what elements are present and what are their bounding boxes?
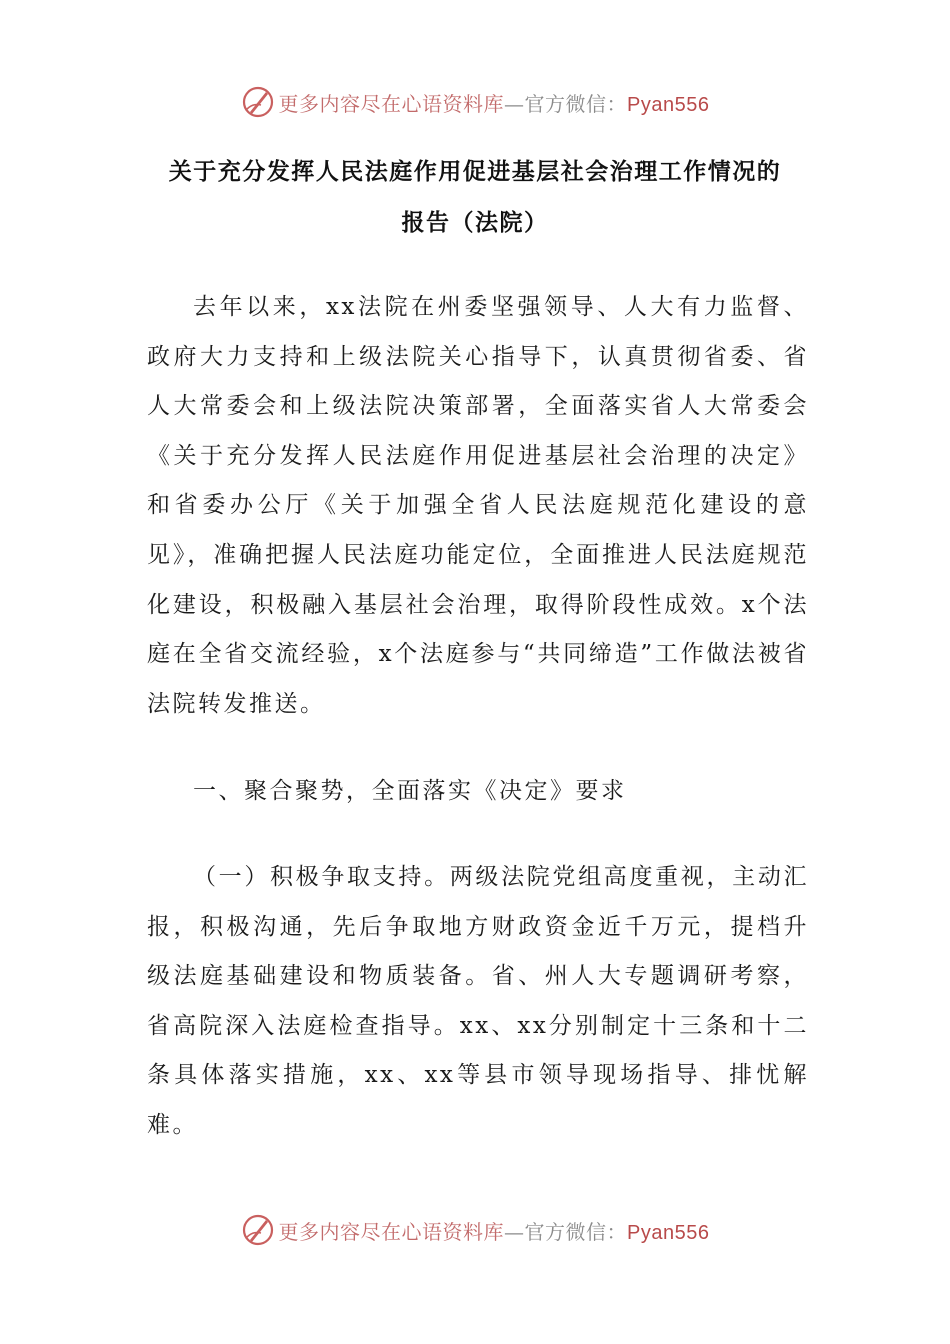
document-title-line-1: 关于充分发挥人民法庭作用促进基层社会治理工作情况的 — [168, 159, 782, 185]
body-paragraph-intro: 去年以来，xx法院在州委坚强领导、人大有力监督、政府大力支持和上级法院关心指导下，认真贯彻省委、省人大常委会和上级法院决策部署，全面落实省人大常委会《关于充分发挥人民法庭作用促进基层社会治理的决定》和省委办公厅《关于加强全省人民法庭规范化建设的意见》，准确把握人民法庭功能定位，全面推进人民法庭规范化建设，积极融入基层社会治理，取得阶段性成效。x个法庭在全省交流经验，x个法庭参与“共同缔造”工作做法被省法院转发推送。 — [147, 294, 809, 717]
document-title-line-2: 报告（法院） — [401, 210, 549, 236]
section-heading-1: 一、聚合聚势，全面落实《决定》要求 — [193, 778, 627, 804]
banner-text: 更多内容尽在心语资料库—官方微信：Pyan556 — [278, 1219, 710, 1244]
quill-logo-icon — [241, 1213, 275, 1247]
footer-banner — [0, 1208, 950, 1252]
banner-text: 更多内容尽在心语资料库—官方微信：Pyan556 — [278, 91, 710, 116]
quill-logo-icon — [241, 85, 275, 119]
body-paragraph-section-1-1: （一）积极争取支持。两级法院党组高度重视，主动汇报，积极沟通，先后争取地方财政资金近千万元，提档升级法庭基础建设和物质装备。省、州人大专题调研考察，省高院深入法庭检查指导。xx、xx分别制定十三条和十二条具体落实措施，xx、xx等县市领导现场指导、排忧解难。 — [147, 864, 809, 1138]
header-banner — [0, 80, 950, 124]
